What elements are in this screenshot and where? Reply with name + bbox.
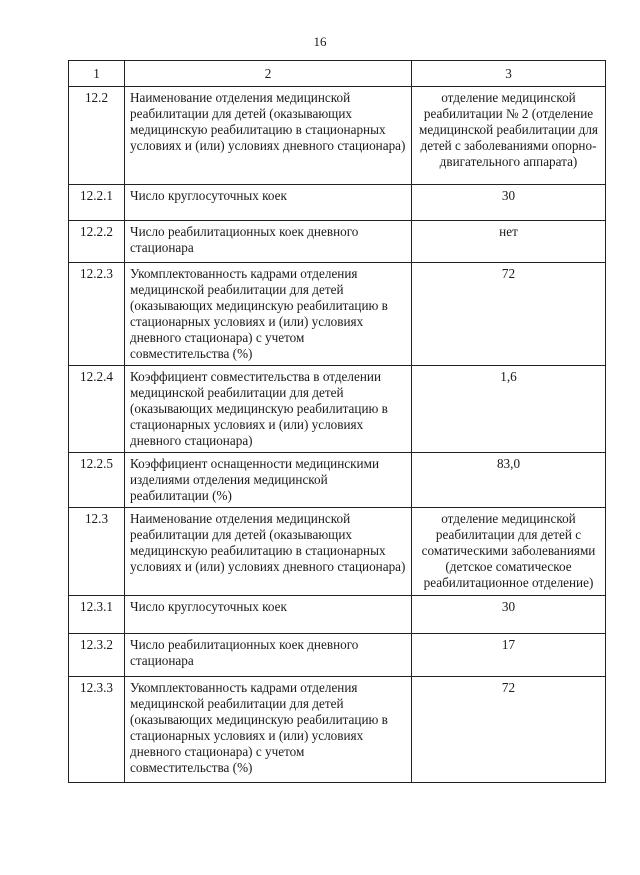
row-number: 12.3.3: [69, 677, 125, 783]
row-number: 12.2.2: [69, 221, 125, 263]
row-value: 1,6: [412, 366, 606, 453]
row-name: Укомплектованность кадрами отделения медицинской реабилитации для детей (оказывающих медицинскую реабилитацию в стационарных условиях и (или) условиях дневного стационара) с учетом совместительства (%): [125, 263, 412, 366]
page-number: 16: [313, 34, 327, 49]
column-header-1: 1: [69, 61, 125, 87]
table-row: [69, 677, 606, 783]
row-number: 12.2: [69, 87, 125, 185]
row-number: 12.2.4: [69, 366, 125, 453]
row-name: Число круглосуточных коек: [125, 596, 412, 634]
table-row: [69, 634, 606, 677]
row-name: Коэффициент оснащенности медицинскими изделиями отделения медицинской реабилитации (%): [125, 453, 412, 508]
row-number: 12.3.1: [69, 596, 125, 634]
row-name: Число реабилитационных коек дневного стационара: [125, 221, 412, 263]
row-value: 30: [412, 185, 606, 221]
column-header-3: 3: [412, 61, 606, 87]
row-name: Укомплектованность кадрами отделения медицинской реабилитации для детей (оказывающих медицинскую реабилитацию в стационарных условиях и (или) условиях дневного стационара) с учетом совместительства (%): [125, 677, 412, 783]
row-name: Наименование отделения медицинской реабилитации для детей (оказывающих медицинскую реабилитацию в стационарных условиях и (или) условиях дневного стационара): [125, 508, 412, 596]
row-value: нет: [412, 221, 606, 263]
row-number: 12.2.1: [69, 185, 125, 221]
row-value: отделение медицинской реабилитации № 2 (отделение медицинской реабилитации для детей с заболеваниями опорно-двигательного аппарата): [412, 87, 606, 185]
table-row: [69, 87, 606, 185]
table-row: [69, 185, 606, 221]
row-value: 72: [412, 677, 606, 783]
table-row: [69, 453, 606, 508]
row-number: 12.2.5: [69, 453, 125, 508]
row-number: 12.3.2: [69, 634, 125, 677]
row-value: 17: [412, 634, 606, 677]
row-name: Число круглосуточных коек: [125, 185, 412, 221]
table-row: [69, 221, 606, 263]
table-row: [69, 263, 606, 366]
data-table: [68, 60, 606, 783]
column-header-2: 2: [125, 61, 412, 87]
row-value: 83,0: [412, 453, 606, 508]
row-name: Наименование отделения медицинской реабилитации для детей (оказывающих медицинскую реабилитацию в стационарных условиях и (или) условиях дневного стационара): [125, 87, 412, 185]
row-value: 30: [412, 596, 606, 634]
table-row: [69, 508, 606, 596]
row-value: отделение медицинской реабилитации для детей с соматическими заболеваниями (детское соматическое реабилитационное отделение): [412, 508, 606, 596]
table-header-row: [69, 61, 606, 87]
row-name: Коэффициент совместительства в отделении медицинской реабилитации для детей (оказывающих медицинскую реабилитацию в стационарных условиях и (или) условиях дневного стационара): [125, 366, 412, 453]
table-row: [69, 596, 606, 634]
row-number: 12.2.3: [69, 263, 125, 366]
table-row: [69, 366, 606, 453]
row-value: 72: [412, 263, 606, 366]
row-name: Число реабилитационных коек дневного стационара: [125, 634, 412, 677]
row-number: 12.3: [69, 508, 125, 596]
